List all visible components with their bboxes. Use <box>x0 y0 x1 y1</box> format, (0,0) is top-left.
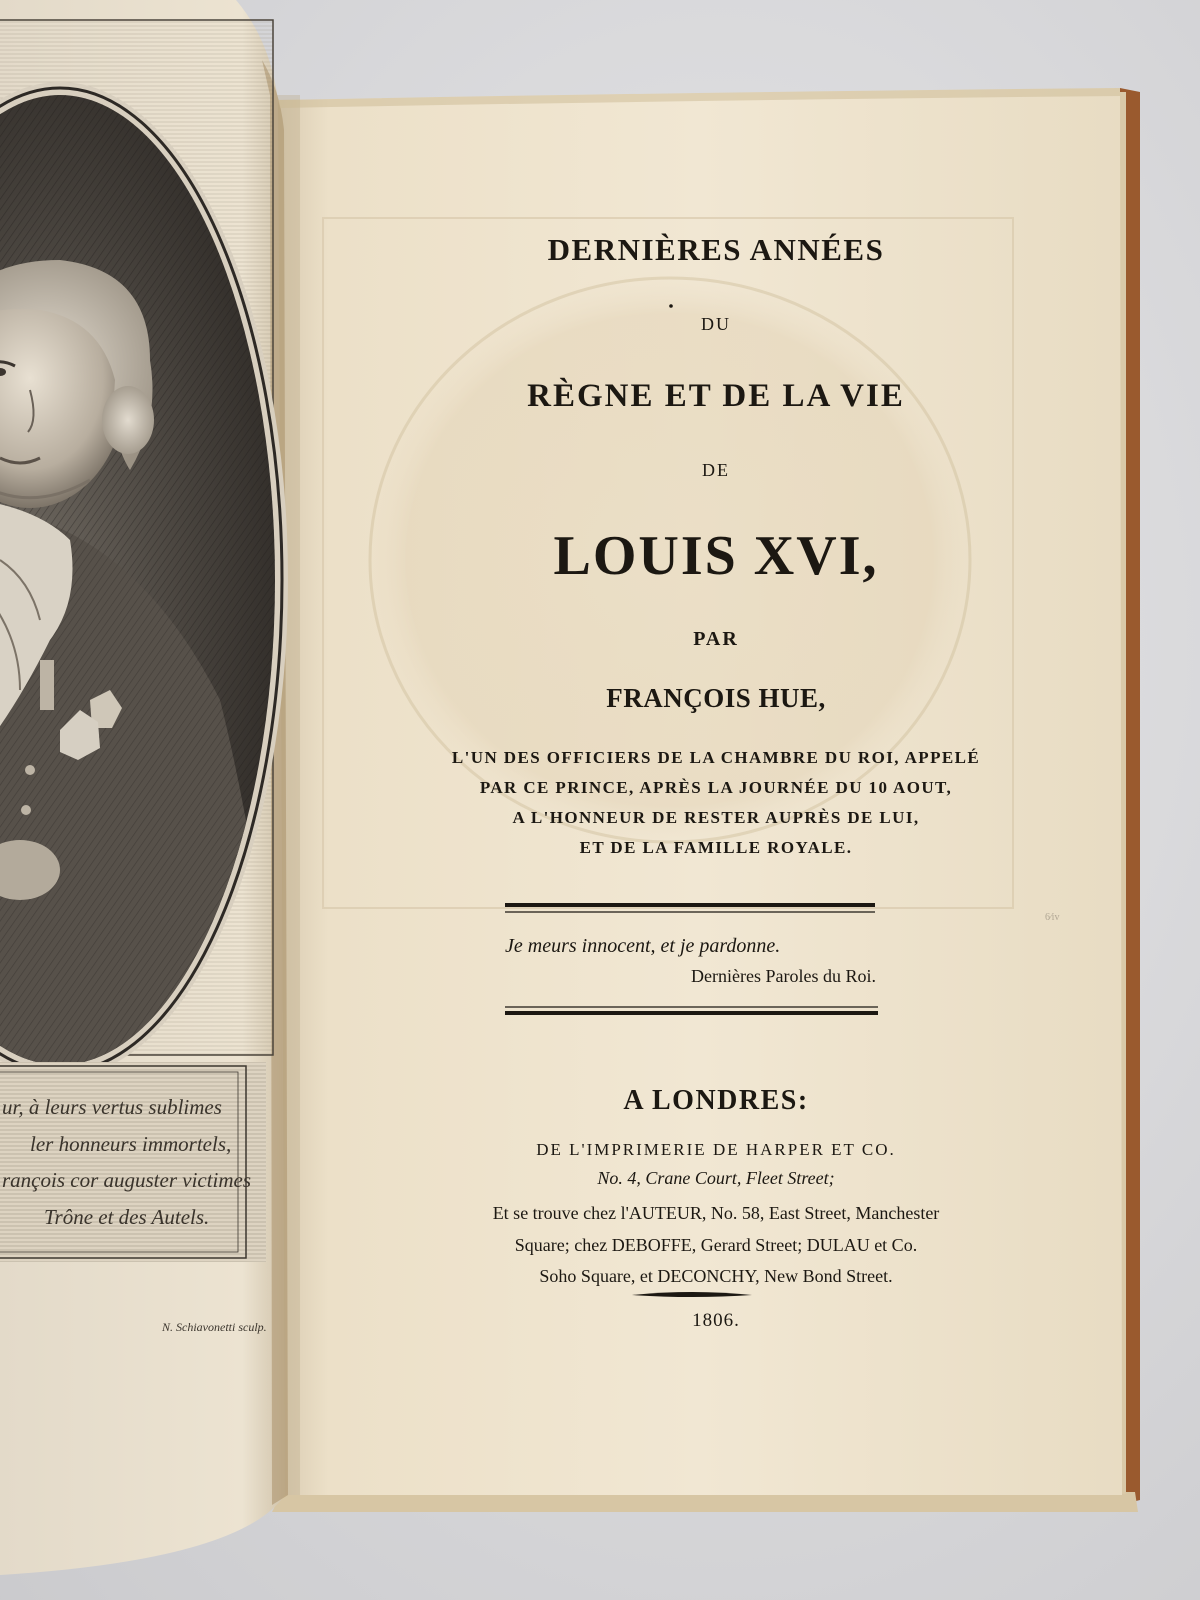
author-description-line: A L'HONNEUR DE RESTER AUPRÈS DE LUI, <box>512 808 920 827</box>
engraver-credit: N. Schiavonetti sculp. <box>162 1320 267 1334</box>
imprint-line: Soho Square, et DECONCHY, New Bond Street. <box>539 1266 893 1286</box>
author-description-line: PAR CE PRINCE, APRÈS LA JOURNÉE DU 10 AOUT, <box>479 778 953 797</box>
caption-line: ur, à leurs vertus sublimes <box>2 1095 222 1119</box>
author-description-line: ET DE LA FAMILLE ROYALE. <box>579 838 853 857</box>
caption-line: Trône et des Autels. <box>44 1205 210 1229</box>
caption-line: rançois cor auguster victimes <box>2 1168 252 1192</box>
title-line-4: DE <box>702 460 730 480</box>
imprint-line: Square; chez DEBOFFE, Gerard Street; DULAU et Co. <box>514 1235 918 1255</box>
title-line-3: RÈGNE ET DE LA VIE <box>527 378 905 414</box>
imprint-place: A LONDRES: <box>623 1085 809 1116</box>
imprint-line: No. 4, Crane Court, Fleet Street; <box>597 1168 835 1188</box>
imprint-year: 1806. <box>692 1310 740 1331</box>
title-line-2: DU <box>701 314 731 334</box>
caption-plate <box>0 1062 266 1262</box>
title-main: LOUIS XVI, <box>553 525 879 587</box>
imprint-line: DE L'IMPRIMERIE DE HARPER ET CO. <box>536 1140 896 1159</box>
author-name: FRANÇOIS HUE, <box>606 683 826 713</box>
author-description-line: L'UN DES OFFICIERS DE LA CHAMBRE DU ROI, APPELÉ <box>451 748 981 767</box>
epigraph: Je meurs innocent, et je pardonne. <box>505 935 781 957</box>
caption-line: ler honneurs immortels, <box>30 1132 232 1156</box>
epigraph-attribution: Dernières Paroles du Roi. <box>691 966 876 986</box>
title-line-1: DERNIÈRES ANNÉES <box>547 232 885 267</box>
by-line: PAR <box>693 628 739 650</box>
svg-text:6⁄iv: 6⁄iv <box>1045 912 1060 923</box>
imprint-line: Et se trouve chez l'AUTEUR, No. 58, East Street, Manchester <box>492 1203 940 1223</box>
